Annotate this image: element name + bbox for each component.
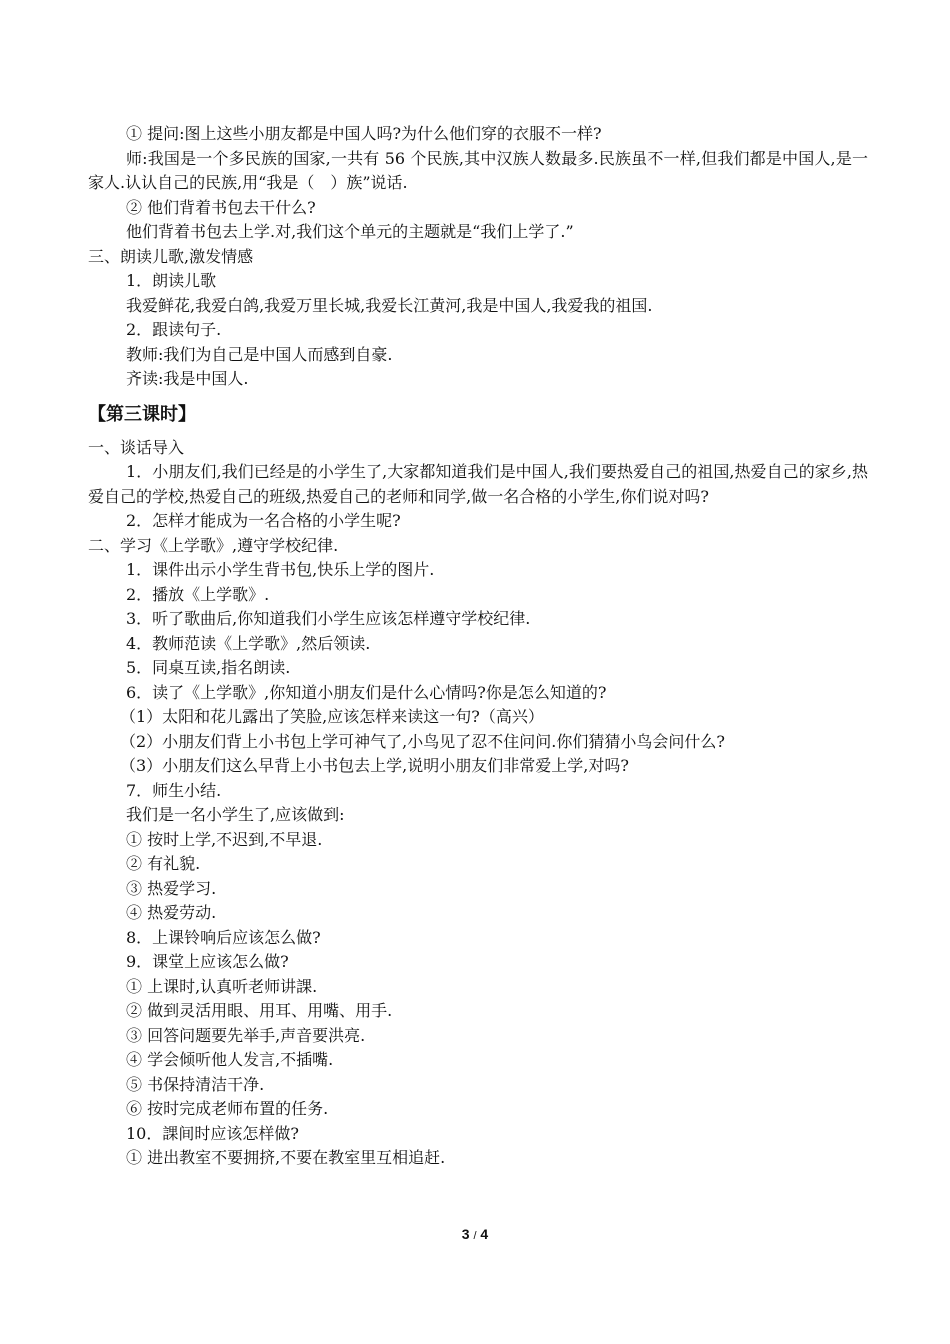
section-3-title: 三、朗读儿歌,激发情感 <box>88 246 254 266</box>
teacher-sentence: 教师:我们为自己是中国人而感到自豪. <box>126 344 393 364</box>
page-current: 3 <box>461 1226 470 1242</box>
class-rule-5: ⑤ 书保持清洁干净. <box>126 1074 265 1094</box>
class-rule-2: ② 做到灵活用眼、用耳、用嘴、用手. <box>126 1001 393 1020</box>
part-2-item-8: 8．上课铃响后应该怎么做? <box>126 927 321 947</box>
summary-point-2: ② 有礼貌. <box>126 854 201 873</box>
summary-point-3: ③ 热爱学习. <box>126 878 217 898</box>
summary-intro: 我们是一名小学生了,应该做到: <box>126 805 345 824</box>
part-1-item-1: 1．小朋友们,我们已经是的小学生了,大家都知道我们是中国人,我们要热爱自己的祖国,热爱自己的家乡,热爱自己的学校,热爱自己的班级,热爱自己的老师和同学,做一名合格的小学生,你们说对吗? <box>88 462 868 506</box>
class-rule-4: ④ 学会倾听他人发言,不插嘴. <box>126 1050 334 1069</box>
item-6-sub-1: （1）太阳和花儿露出了笑脸,应该怎样来读这一句?（高兴） <box>120 707 544 726</box>
class-rule-6: ⑥ 按时完成老师布置的任务. <box>126 1099 329 1118</box>
part-2-item-3: 3．听了歌曲后,你知道我们小学生应该怎样遵守学校纪律. <box>126 609 531 628</box>
part-2-item-7: 7．师生小结. <box>126 780 222 800</box>
part-1-title: 一、谈话导入 <box>88 437 185 457</box>
break-rule-1: ① 进出教室不要拥挤,不要在教室里互相追赶. <box>126 1148 446 1167</box>
part-2-item-1: 1．课件出示小学生背书包,快乐上学的图片. <box>126 560 435 579</box>
part-2-item-5: 5．同桌互读,指名朗读. <box>126 658 291 677</box>
summary-point-1: ① 按时上学,不迟到,不早退. <box>126 829 323 849</box>
question-2-answer: 他们背着书包去上学.对,我们这个单元的主题就是“我们上学了.” <box>126 222 574 241</box>
page-total: 4 <box>480 1226 489 1242</box>
section-3-item-2: 2．跟读句子. <box>126 320 222 339</box>
part-2-item-2: 2．播放《上学歌》. <box>126 584 270 604</box>
rhyme-text: 我爱鲜花,我爱白鸽,我爱万里长城,我爱长江黄河,我是中国人,我爱我的祖国. <box>126 295 653 315</box>
class-rule-3: ③ 回答问题要先举手,声音要洪亮. <box>126 1025 366 1045</box>
item-6-sub-3: （3）小朋友们这么早背上小书包去上学,说明小朋友们非常爱上学,对吗? <box>120 756 629 775</box>
part-2-item-4: 4．教师范读《上学歌》,然后领读. <box>126 633 371 653</box>
page-number <box>0 1226 950 1242</box>
question-2: ② 他们背着书包去干什么? <box>126 197 316 217</box>
part-2-item-10: 10．課间时应该怎样做? <box>126 1123 299 1143</box>
lesson-3-heading: 【第三课时】 <box>88 403 196 425</box>
part-2-item-6: 6．读了《上学歌》,你知道小朋友们是什么心情吗?你是怎么知道的? <box>126 682 607 702</box>
part-2-title: 二、学习《上学歌》,遵守学校纪律. <box>88 535 339 555</box>
summary-point-4: ④ 热爱劳动. <box>126 903 217 922</box>
page-separator: / <box>473 1230 477 1242</box>
class-rule-1: ① 上课时,认真听老师讲課. <box>126 976 318 996</box>
section-3-item-1: 1．朗读儿歌 <box>126 271 217 290</box>
question-1: ① 提问:图上这些小朋友都是中国人吗?为什么他们穿的衣服不一样? <box>126 124 602 143</box>
part-2-item-9: 9．课堂上应该怎么做? <box>126 952 289 971</box>
chorus-sentence: 齐读:我是中国人. <box>126 369 249 388</box>
item-6-sub-2: （2）小朋友们背上小书包上学可神气了,小鸟见了忍不住问问.你们猜猜小鸟会问什么? <box>120 731 725 751</box>
part-1-item-2: 2．怎样才能成为一名合格的小学生呢? <box>126 511 401 530</box>
page-content <box>88 122 868 1171</box>
teacher-answer: 师:我国是一个多民族的国家,一共有 56 个民族,其中汉族人数最多.民族虽不一样,但我们都是中国人,是一家人.认认自己的民族,用“我是（ ）族”说话. <box>88 148 868 192</box>
